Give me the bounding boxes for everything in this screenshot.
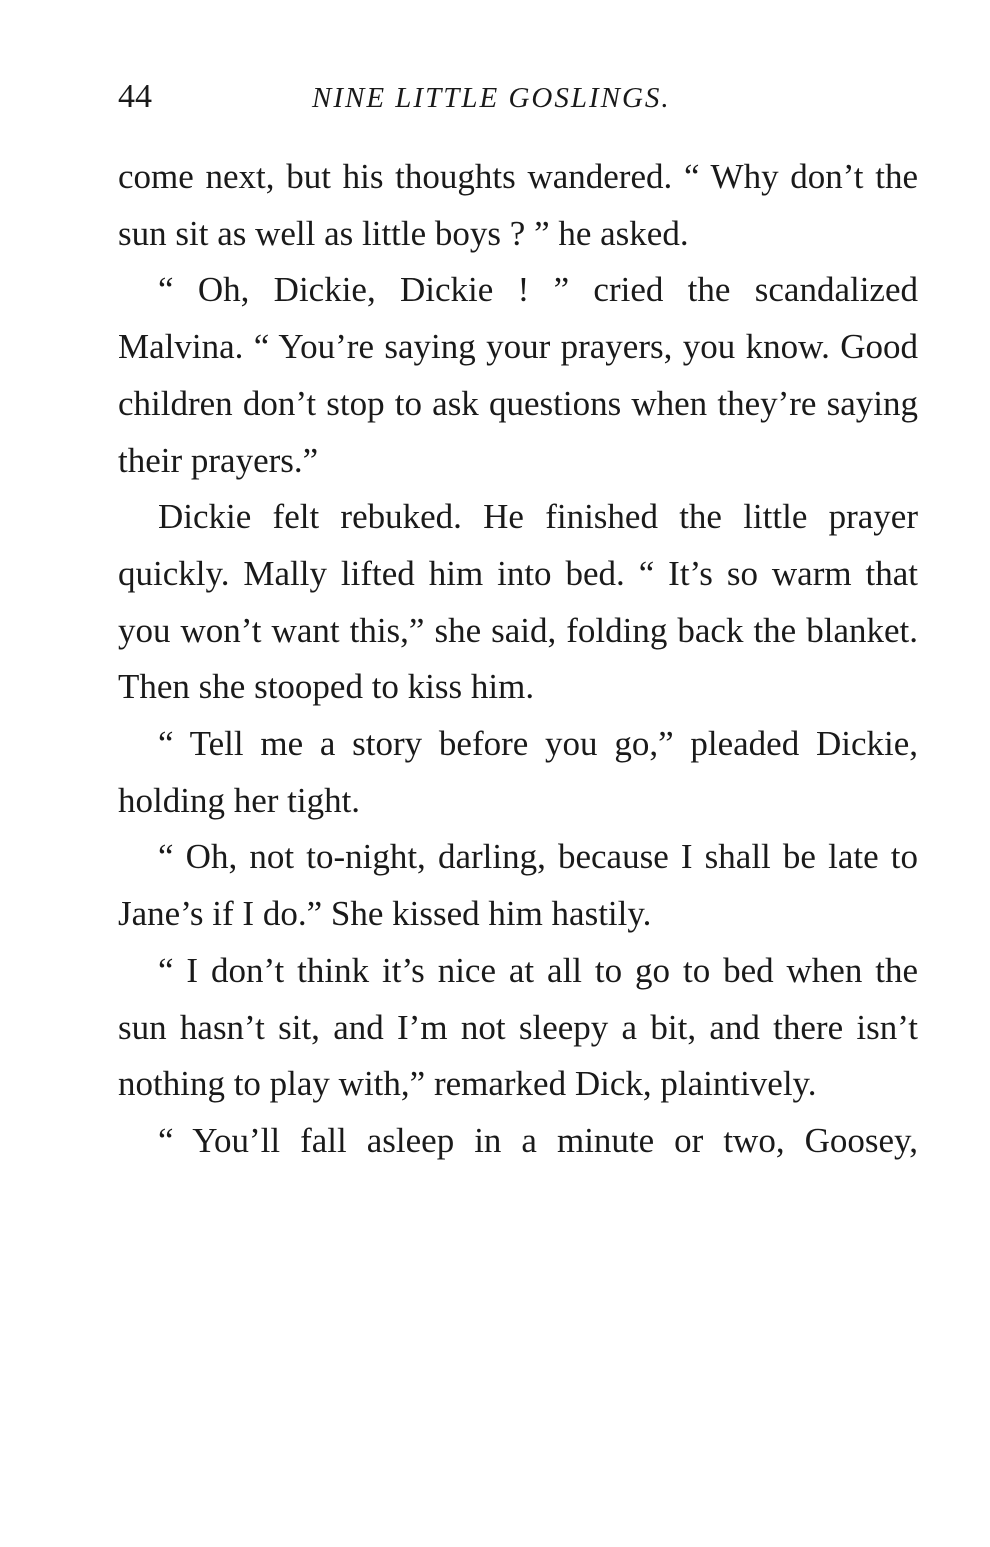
paragraph: Dickie felt rebuked. He finished the little prayer quickly. Mally lifted him into bed. “ It’s so warm that you won’t want this,” she said, folding back the blanket. Then she stooped to kiss him. [118,497,918,707]
page-header [118,74,918,124]
paragraph: “ Oh, not to-night, darling, because I shall be late to Jane’s if I do.” She kissed him hastily. [118,837,918,934]
body-text [118,149,918,1170]
running-title: NINE LITTLE GOSLINGS. [312,82,671,114]
paragraph: “ Tell me a story before you go,” pleaded Dickie, holding her tight. [118,724,918,820]
paragraph: “ You’ll fall asleep in a minute or two, Goosey, [158,1120,918,1160]
paragraph: come next, but his thoughts wandered. “ Why don’t the sun sit as well as little boys ? ” he asked. [118,157,918,253]
paragraph: “ Oh, Dickie, Dickie ! ” cried the scandalized Malvina. “ You’re saying your prayers, you know. Good children don’t stop to ask questions when they’re saying their prayers.” [118,270,918,480]
paragraph: “ I don’t think it’s nice at all to go to bed when the sun hasn’t sit, and I’m not sleepy a bit, and there isn’t nothing to play with,” remarked Dick, plaintively. [118,950,918,1104]
page-number: 44 [118,78,152,115]
